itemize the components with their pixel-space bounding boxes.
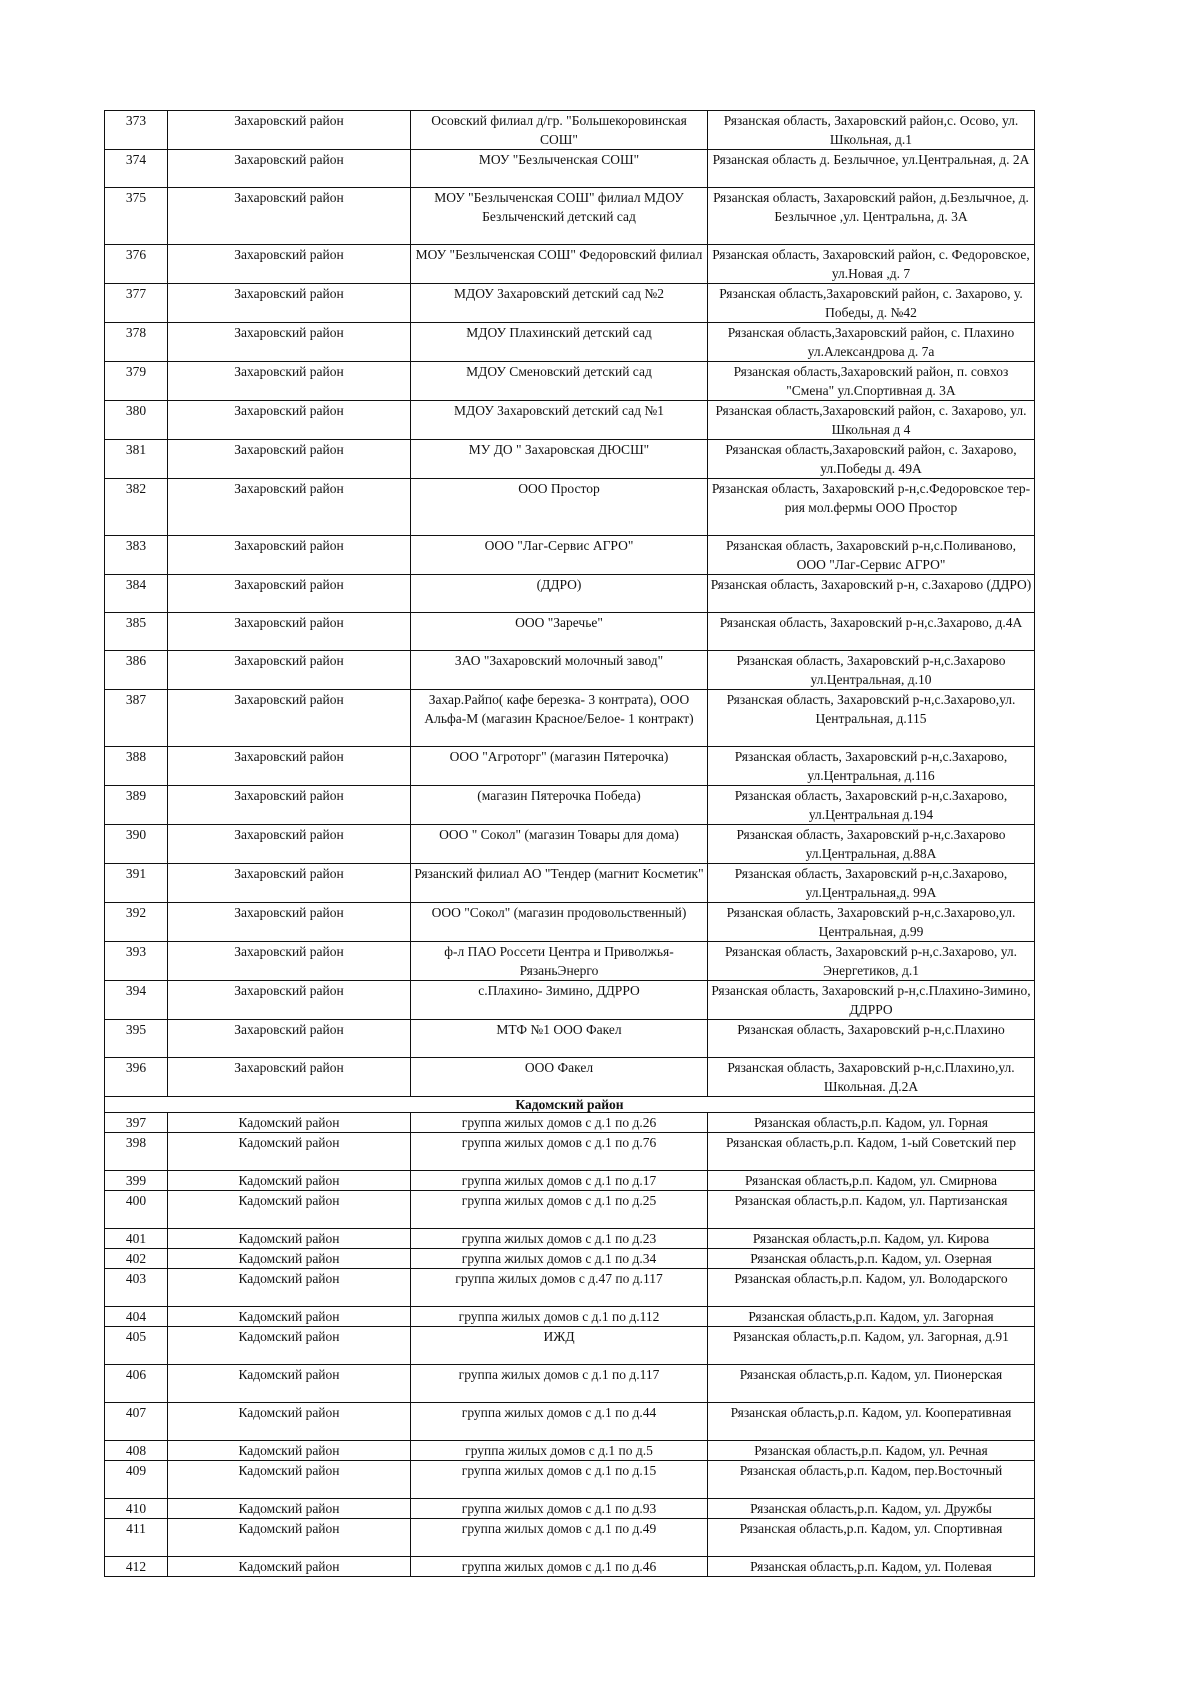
table-row [105,1020,1035,1058]
cell-name: ООО " Сокол" (магазин Товары для дома) [411,825,708,864]
cell-address: Рязанская область, Захаровский р-н,с.Плахино-Зимино, ДДРРО [708,981,1035,1020]
table-row [105,864,1035,903]
cell-name: ООО "Агроторг" (магазин Пятерочка) [411,747,708,786]
table-row [105,1499,1035,1519]
cell-number: 382 [105,479,168,536]
cell-district: Захаровский район [168,903,411,942]
cell-address: Рязанская область,р.п. Кадом, ул. Дружбы [708,1499,1035,1519]
table-row [105,1191,1035,1229]
table-row [105,825,1035,864]
cell-district: Захаровский район [168,747,411,786]
cell-address: Рязанская область,Захаровский район, с. Захарово, ул.Победы д. 49А [708,440,1035,479]
table-row [105,1403,1035,1441]
cell-number: 395 [105,1020,168,1058]
cell-name: МТФ №1 ООО Факел [411,1020,708,1058]
table-row [105,1461,1035,1499]
table-row [105,1307,1035,1327]
cell-address: Рязанская область,р.п. Кадом, ул. Спортивная [708,1519,1035,1557]
cell-address: Рязанская область, Захаровский район,с. Осово, ул. Школьная, д.1 [708,111,1035,150]
cell-number: 405 [105,1327,168,1365]
cell-name: Осовский филиал д/гр. "Большекоровинская СОШ" [411,111,708,150]
cell-district: Кадомский район [168,1441,411,1461]
cell-address: Рязанская область,Захаровский район, с. Плахино ул.Александрова д. 7а [708,323,1035,362]
cell-district: Захаровский район [168,188,411,245]
cell-name: группа жилых домов с д.1 по д.93 [411,1499,708,1519]
cell-district: Захаровский район [168,786,411,825]
table-row [105,1229,1035,1249]
cell-address: Рязанская область,р.п. Кадом, ул. Кирова [708,1229,1035,1249]
table-body-zakharovsky [105,111,1035,1097]
table-row [105,942,1035,981]
cell-name: МДОУ Сменовский детский сад [411,362,708,401]
cell-name: группа жилых домов с д.1 по д.5 [411,1441,708,1461]
cell-number: 386 [105,651,168,690]
cell-district: Захаровский район [168,284,411,323]
cell-district: Захаровский район [168,651,411,690]
table-row [105,188,1035,245]
cell-address: Рязанская область,р.п. Кадом, ул. Володарского [708,1269,1035,1307]
cell-district: Кадомский район [168,1499,411,1519]
cell-number: 396 [105,1058,168,1097]
cell-district: Захаровский район [168,362,411,401]
cell-district: Захаровский район [168,479,411,536]
cell-name: группа жилых домов с д.1 по д.112 [411,1307,708,1327]
cell-name: МДОУ Захаровский детский сад №2 [411,284,708,323]
cell-district: Захаровский район [168,942,411,981]
cell-number: 377 [105,284,168,323]
cell-address: Рязанская область, Захаровский р-н,с.Захарово, ул.Центральная д.194 [708,786,1035,825]
cell-name: группа жилых домов с д.1 по д.34 [411,1249,708,1269]
address-table [104,110,1035,1577]
cell-number: 392 [105,903,168,942]
cell-number: 397 [105,1113,168,1133]
cell-address: Рязанская область, Захаровский р-н,с.Поливаново, ООО "Лаг-Сервис АГРО" [708,536,1035,575]
table-body-kadomsky [105,1113,1035,1577]
cell-district: Кадомский район [168,1113,411,1133]
table-row [105,903,1035,942]
cell-name: группа жилых домов с д.1 по д.49 [411,1519,708,1557]
cell-district: Захаровский район [168,111,411,150]
cell-name: МОУ "Безлыченская СОШ" Федоровский филиал [411,245,708,284]
table-row [105,440,1035,479]
table-row [105,111,1035,150]
cell-district: Кадомский район [168,1327,411,1365]
cell-address: Рязанская область,р.п. Кадом, ул. Смирнова [708,1171,1035,1191]
cell-name: (магазин Пятерочка Победа) [411,786,708,825]
cell-district: Кадомский район [168,1519,411,1557]
cell-address: Рязанская область,Захаровский район, п. совхоз "Смена" ул.Спортивная д. 3А [708,362,1035,401]
cell-name: (ДДРО) [411,575,708,613]
cell-address: Рязанская область,р.п. Кадом, ул. Речная [708,1441,1035,1461]
cell-number: 401 [105,1229,168,1249]
cell-number: 402 [105,1249,168,1269]
cell-address: Рязанская область, Захаровский р-н,с.Плахино [708,1020,1035,1058]
cell-district: Кадомский район [168,1249,411,1269]
table-row [105,536,1035,575]
cell-number: 373 [105,111,168,150]
cell-number: 404 [105,1307,168,1327]
cell-number: 410 [105,1499,168,1519]
cell-address: Рязанская область, Захаровский район, с. Федоровское, ул.Новая ,д. 7 [708,245,1035,284]
cell-district: Захаровский район [168,323,411,362]
table-row [105,362,1035,401]
cell-number: 403 [105,1269,168,1307]
cell-address: Рязанская область д. Безлычное, ул.Центральная, д. 2А [708,150,1035,188]
table-row [105,786,1035,825]
document-page [104,110,1034,1577]
cell-number: 411 [105,1519,168,1557]
table-row [105,613,1035,651]
cell-number: 399 [105,1171,168,1191]
cell-district: Кадомский район [168,1191,411,1229]
cell-name: МОУ "Безлыченская СОШ" [411,150,708,188]
cell-district: Захаровский район [168,536,411,575]
cell-district: Захаровский район [168,575,411,613]
cell-name: МДОУ Плахинский детский сад [411,323,708,362]
cell-name: группа жилых домов с д.1 по д.46 [411,1557,708,1577]
cell-address: Рязанская область, Захаровский р-н,с.Захарово, ул.Центральная,д. 99А [708,864,1035,903]
cell-number: 374 [105,150,168,188]
cell-number: 407 [105,1403,168,1441]
cell-name: с.Плахино- Зимино, ДДРРО [411,981,708,1020]
cell-address: Рязанская область,р.п. Кадом, ул. Загорная [708,1307,1035,1327]
table-row [105,1365,1035,1403]
cell-name: группа жилых домов с д.1 по д.23 [411,1229,708,1249]
cell-name: группа жилых домов с д.1 по д.117 [411,1365,708,1403]
cell-district: Захаровский район [168,401,411,440]
cell-address: Рязанская область,р.п. Кадом, ул. Пионерская [708,1365,1035,1403]
cell-address: Рязанская область,Захаровский район, с. Захарово, у. Победы, д. №42 [708,284,1035,323]
table-row [105,1557,1035,1577]
cell-district: Кадомский район [168,1461,411,1499]
cell-name: ООО "Сокол" (магазин продовольственный) [411,903,708,942]
cell-district: Кадомский район [168,1171,411,1191]
cell-number: 385 [105,613,168,651]
cell-number: 378 [105,323,168,362]
cell-number: 376 [105,245,168,284]
cell-address: Рязанская область,р.п. Кадом, 1-ый Советский пер [708,1133,1035,1171]
cell-name: ООО "Заречье" [411,613,708,651]
section-title: Кадомский район [105,1097,1035,1113]
cell-number: 381 [105,440,168,479]
cell-number: 393 [105,942,168,981]
cell-name: ООО Факел [411,1058,708,1097]
cell-address: Рязанская область,р.п. Кадом, ул. Партизанская [708,1191,1035,1229]
cell-name: ООО "Лаг-Сервис АГРО" [411,536,708,575]
cell-address: Рязанская область,Захаровский район, с. Захарово, ул. Школьная д 4 [708,401,1035,440]
table-row [105,284,1035,323]
cell-address: Рязанская область,р.п. Кадом, ул. Полевая [708,1557,1035,1577]
cell-number: 383 [105,536,168,575]
cell-district: Кадомский район [168,1403,411,1441]
cell-district: Захаровский район [168,864,411,903]
table-row [105,150,1035,188]
cell-district: Захаровский район [168,825,411,864]
cell-name: ф-л ПАО Россети Центра и Приволжья-РязаньЭнерго [411,942,708,981]
cell-number: 391 [105,864,168,903]
cell-number: 379 [105,362,168,401]
cell-address: Рязанская область, Захаровский р-н,с.Захарово, ул. Энергетиков, д.1 [708,942,1035,981]
table-row [105,1171,1035,1191]
table-row [105,690,1035,747]
cell-district: Кадомский район [168,1557,411,1577]
cell-name: МДОУ Захаровский детский сад №1 [411,401,708,440]
cell-address: Рязанская область,р.п. Кадом, ул. Озерная [708,1249,1035,1269]
cell-name: группа жилых домов с д.1 по д.25 [411,1191,708,1229]
cell-district: Захаровский район [168,1058,411,1097]
cell-district: Захаровский район [168,690,411,747]
cell-number: 412 [105,1557,168,1577]
table-row [105,1113,1035,1133]
cell-address: Рязанская область, Захаровский р-н, с.Захарово (ДДРО) [708,575,1035,613]
cell-district: Кадомский район [168,1133,411,1171]
cell-address: Рязанская область, Захаровский р-н,с.Захарово ул.Центральная, д.10 [708,651,1035,690]
cell-address: Рязанская область, Захаровский р-н,с.Захарово, д.4А [708,613,1035,651]
cell-number: 400 [105,1191,168,1229]
cell-number: 387 [105,690,168,747]
table-row [105,323,1035,362]
cell-district: Кадомский район [168,1365,411,1403]
cell-name: ИЖД [411,1327,708,1365]
table-row [105,1327,1035,1365]
cell-address: Рязанская область,р.п. Кадом, пер.Восточный [708,1461,1035,1499]
cell-district: Захаровский район [168,440,411,479]
cell-district: Захаровский район [168,150,411,188]
table-row [105,1519,1035,1557]
cell-address: Рязанская область, Захаровский р-н,с.Захарово,ул. Центральная, д.99 [708,903,1035,942]
cell-number: 384 [105,575,168,613]
cell-address: Рязанская область, Захаровский р-н,с.Захарово,ул. Центральная, д.115 [708,690,1035,747]
cell-address: Рязанская область, Захаровский р-н,с.Захарово ул.Центральная, д.88А [708,825,1035,864]
cell-district: Захаровский район [168,613,411,651]
cell-name: группа жилых домов с д.47 по д.117 [411,1269,708,1307]
cell-district: Захаровский район [168,981,411,1020]
table-row [105,245,1035,284]
cell-number: 375 [105,188,168,245]
table-row [105,747,1035,786]
cell-address: Рязанская область, Захаровский р-н,с.Плахино,ул. Школьная. Д.2А [708,1058,1035,1097]
table-row [105,1441,1035,1461]
cell-name: группа жилых домов с д.1 по д.26 [411,1113,708,1133]
table-row [105,401,1035,440]
cell-number: 388 [105,747,168,786]
cell-number: 380 [105,401,168,440]
cell-address: Рязанская область,р.п. Кадом, ул. Кооперативная [708,1403,1035,1441]
cell-address: Рязанская область, Захаровский р-н,с.Захарово, ул.Центральная, д.116 [708,747,1035,786]
cell-address: Рязанская область,р.п. Кадом, ул. Загорная, д.91 [708,1327,1035,1365]
cell-name: Рязанский филиал АО "Тендер (магнит Косметик" [411,864,708,903]
cell-number: 408 [105,1441,168,1461]
cell-name: МОУ "Безлыченская СОШ" филиал МДОУ Безлыченский детский сад [411,188,708,245]
table-row [105,575,1035,613]
table-row [105,1269,1035,1307]
cell-district: Кадомский район [168,1307,411,1327]
cell-address: Рязанская область,р.п. Кадом, ул. Горная [708,1113,1035,1133]
cell-district: Захаровский район [168,245,411,284]
table-row [105,479,1035,536]
cell-name: МУ ДО " Захаровская ДЮСШ" [411,440,708,479]
cell-name: группа жилых домов с д.1 по д.44 [411,1403,708,1441]
cell-name: ООО Простор [411,479,708,536]
cell-name: Захар.Райпо( кафе березка- 3 контрата), ООО Альфа-М (магазин Красное/Белое- 1 контракт) [411,690,708,747]
cell-name: группа жилых домов с д.1 по д.76 [411,1133,708,1171]
table-row [105,1058,1035,1097]
cell-district: Кадомский район [168,1229,411,1249]
cell-number: 394 [105,981,168,1020]
table-row [105,651,1035,690]
section-row [105,1097,1035,1113]
cell-number: 409 [105,1461,168,1499]
cell-district: Кадомский район [168,1269,411,1307]
cell-number: 406 [105,1365,168,1403]
cell-number: 398 [105,1133,168,1171]
table-row [105,981,1035,1020]
cell-name: группа жилых домов с д.1 по д.17 [411,1171,708,1191]
cell-number: 390 [105,825,168,864]
cell-address: Рязанская область, Захаровский р-н,с.Федоровское тер-рия мол.фермы ООО Простор [708,479,1035,536]
table-row [105,1133,1035,1171]
cell-name: ЗАО "Захаровский молочный завод" [411,651,708,690]
cell-address: Рязанская область, Захаровский район, д.Безлычное, д. Безлычное ,ул. Центральна, д. 3А [708,188,1035,245]
cell-district: Захаровский район [168,1020,411,1058]
cell-name: группа жилых домов с д.1 по д.15 [411,1461,708,1499]
cell-number: 389 [105,786,168,825]
table-row [105,1249,1035,1269]
